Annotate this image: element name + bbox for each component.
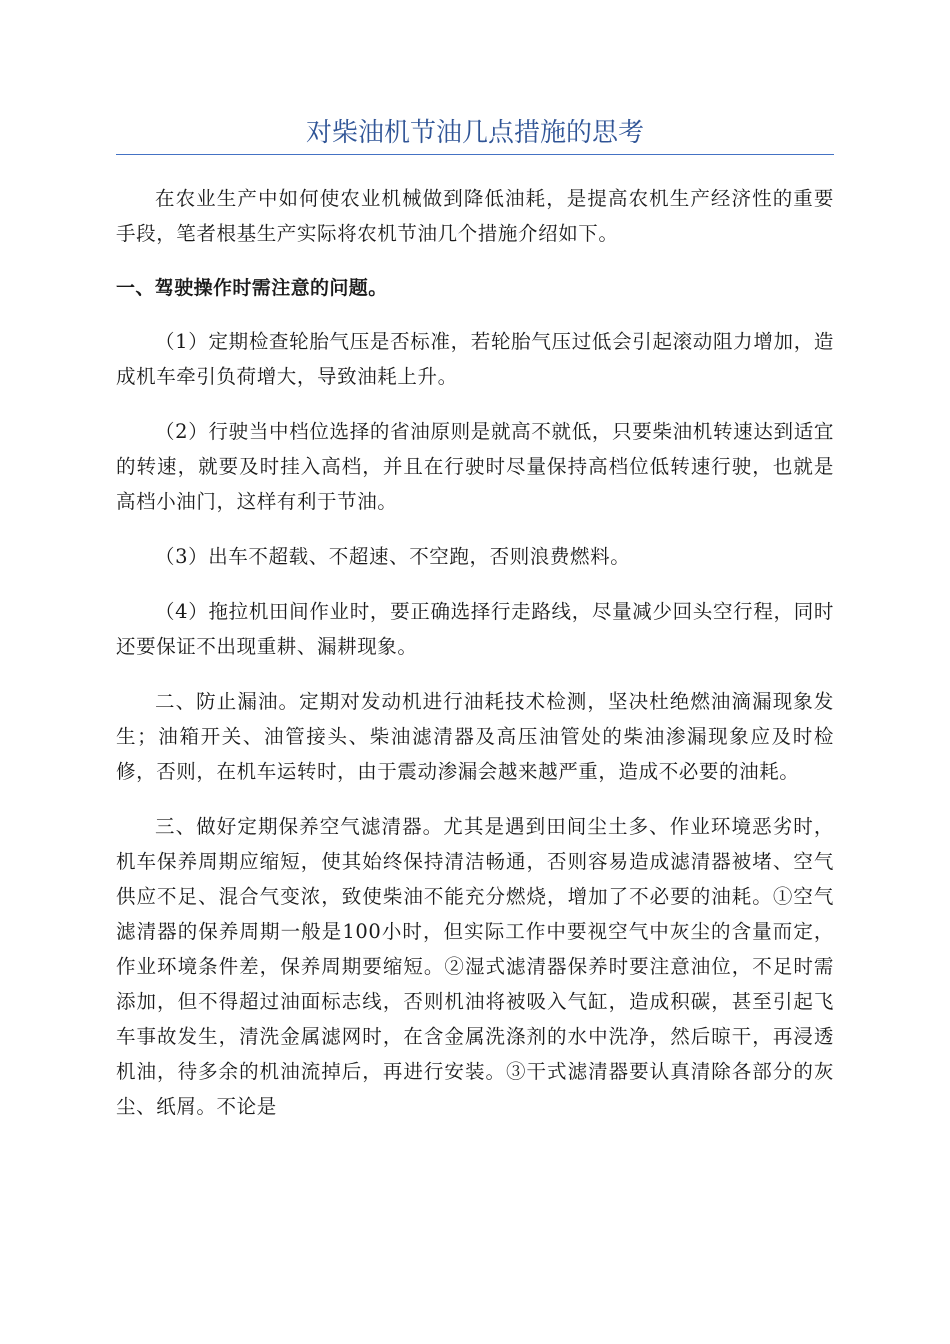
section-2-paragraph: 二、防止漏油。定期对发动机进行油耗技术检测，坚决杜绝燃油滴漏现象发生；油箱开关、油管接头、柴油滤清器及高压油管处的柴油渗漏现象应及时检修，否则，在机车运转时，由于震动渗漏会越来越严重，造成不必要的油耗。 (116, 690, 834, 783)
section-1-item-2: （2）行驶当中档位选择的省油原则是就高不就低，只要柴油机转速达到适宜的转速，就要及时挂入高档，并且在行驶时尽量保持高档位低转速行驶，也就是高档小油门，这样有利于节油。 (116, 420, 834, 513)
section-3-paragraph: 三、做好定期保养空气滤清器。尤其是遇到田间尘土多、作业环境恶劣时，机车保养周期应缩短，使其始终保持清洁畅通，否则容易造成滤清器被堵、空气供应不足、混合气变浓，致使柴油不能充分燃烧，增加了不必要的油耗。①空气滤清器的保养周期一般是100小时，但实际工作中要视空气中灰尘的含量而定，作业环境条件差，保养周期要缩短。②湿式滤清器保养时要注意油位，不足时需添加，但不得超过油面标志线，否则机油将被吸入气缸，造成积碳，甚至引起飞车事故发生，清洗金属滤网时，在含金属洗涤剂的水中洗净，然后晾干，再浸透机油，待多余的机油流掉后，再进行安装。③干式滤清器要认真清除各部分的灰尘、纸屑。不论是 (116, 815, 834, 1118)
section-1-item-1: （1）定期检查轮胎气压是否标准，若轮胎气压过低会引起滚动阻力增加，造成机车牵引负荷增大，导致油耗上升。 (116, 330, 834, 388)
document-page (116, 0, 834, 1144)
document-title: 对柴油机节油几点措施的思考 (305, 118, 644, 148)
section-1-item-3: （3）出车不超载、不超速、不空跑，否则浪费燃料。 (155, 545, 631, 568)
document-body (116, 181, 834, 1124)
title-underline (116, 154, 834, 155)
section-1-item-4: （4）拖拉机田间作业时，要正确选择行走路线，尽量减少回头空行程，同时还要保证不出现重耕、漏耕现象。 (116, 600, 834, 658)
intro-paragraph: 在农业生产中如何使农业机械做到降低油耗，是提高农机生产经济性的重要手段，笔者根基生产实际将农机节油几个措施介绍如下。 (116, 187, 834, 245)
section-1-heading: 一、驾驶操作时需注意的问题。 (116, 277, 388, 299)
